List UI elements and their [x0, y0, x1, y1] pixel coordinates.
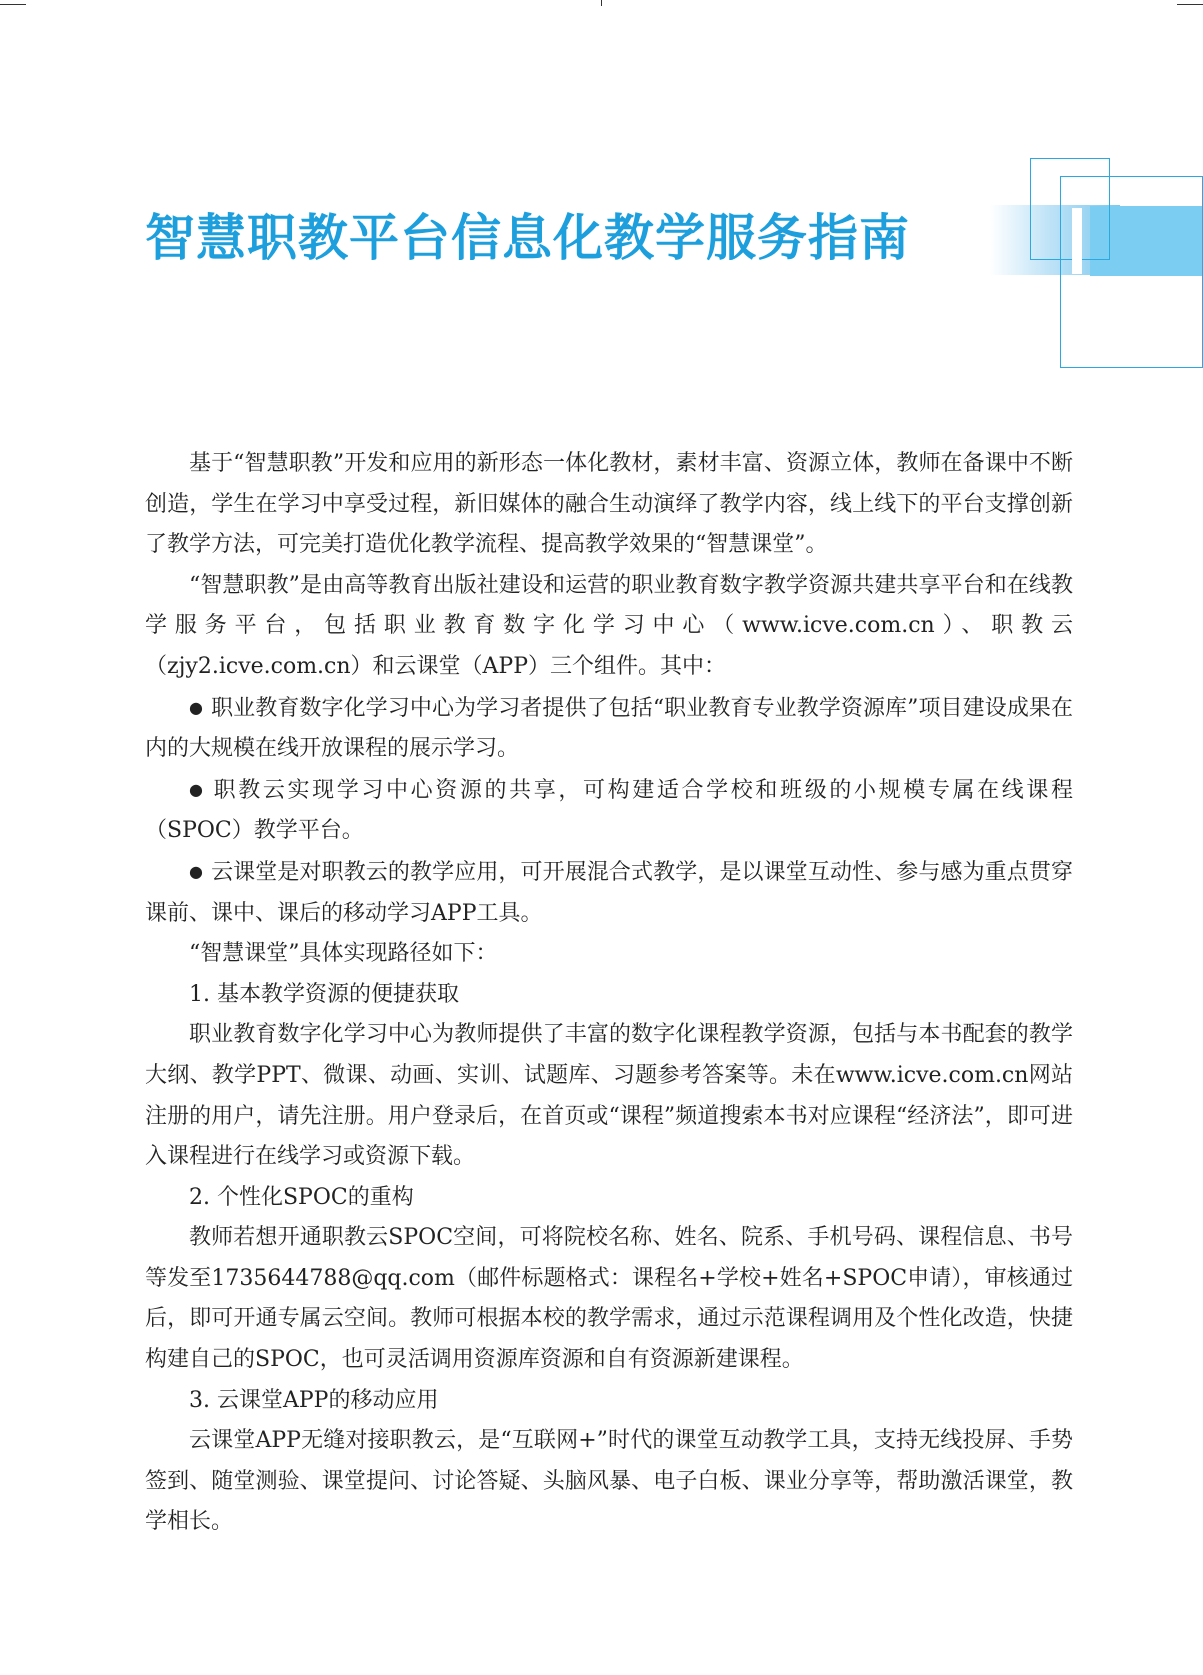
page-title: 智慧职教平台信息化教学服务指南: [145, 209, 910, 267]
bullet-text: 云课堂是对职教云的教学应用，可开展混合式教学，是以课堂互动性、参与感为重点贯穿课前、课中、课后的移动学习APP工具。: [145, 859, 1073, 926]
crop-mark-top-left: [0, 4, 26, 5]
crop-mark-top-center: [601, 0, 602, 6]
title-block: [0, 150, 1203, 380]
bullet-paragraph: [145, 770, 1073, 852]
body-paragraph: 基于“智慧职教”开发和应用的新形态一体化教材，素材丰富、资源立体，教师在备课中不断创造，学生在学习中享受过程，新旧媒体的融合生动演绎了教学内容，线上线下的平台支撑创新了教学方法，可完美打造优化教学流程、提高教学效果的“智慧课堂”。: [145, 451, 1073, 558]
body-content: [145, 444, 1073, 1543]
bullet-text: 职业教育数字化学习中心为学习者提供了包括“职业教育专业教学资源库”项目建设成果在内的大规模在线开放课程的展示学习。: [145, 695, 1074, 762]
section-heading: 1. 基本教学资源的便捷获取: [189, 981, 459, 1007]
bullet-text: 职教云实现学习中心资源的共享，可构建适合学校和班级的小规模专属在线课程（SPOC）教学平台。: [145, 777, 1073, 844]
bullet-dot-icon: ●: [189, 779, 206, 799]
bullet-paragraph: [145, 688, 1073, 770]
section-heading: 3. 云课堂APP的移动应用: [189, 1387, 439, 1413]
body-paragraph: “智慧课堂”具体实现路径如下：: [189, 941, 498, 967]
body-paragraph: 职业教育数字化学习中心为教师提供了丰富的数字化课程教学资源，包括与本书配套的教学大纲、教学PPT、微课、动画、实训、试题库、习题参考答案等。未在www.icve.com.cn网站注册的用户，请先注册。用户登录后，在首页或“课程”频道搜索本书对应课程“经济法”，即可进入课程进行在线学习或资源下载。: [145, 1022, 1073, 1170]
body-paragraph: 云课堂APP无缝对接职教云，是“互联网+”时代的课堂互动教学工具，支持无线投屏、手势签到、随堂测验、课堂提问、讨论答疑、头脑风暴、电子白板、课业分享等，帮助激活课堂，教学相长。: [145, 1428, 1073, 1535]
section-heading: 2. 个性化SPOC的重构: [189, 1184, 414, 1210]
bullet-dot-icon: ●: [189, 697, 204, 717]
bullet-paragraph: [145, 852, 1073, 934]
decor-white-bar: [1072, 208, 1082, 274]
crop-mark-top-right: [1177, 4, 1203, 5]
bullet-dot-icon: ●: [189, 861, 204, 881]
body-paragraph: “智慧职教”是由高等教育出版社建设和运营的职业教育数字教学资源共建共享平台和在线教学服务平台，包括职业教育数字化学习中心（www.icve.com.cn）、职教云（zjy2.icve.com.cn）和云课堂（APP）三个组件。其中：: [145, 572, 1073, 679]
body-paragraph: 教师若想开通职教云SPOC空间，可将院校名称、姓名、院系、手机号码、课程信息、书号等发至1735644788@qq.com（邮件标题格式：课程名+学校+姓名+SPOC申请），审核通过后，即可开通专属云空间。教师可根据本校的教学需求，通过示范课程调用及个性化改造，快捷构建自己的SPOC，也可灵活调用资源库资源和自有资源新建课程。: [145, 1225, 1073, 1373]
